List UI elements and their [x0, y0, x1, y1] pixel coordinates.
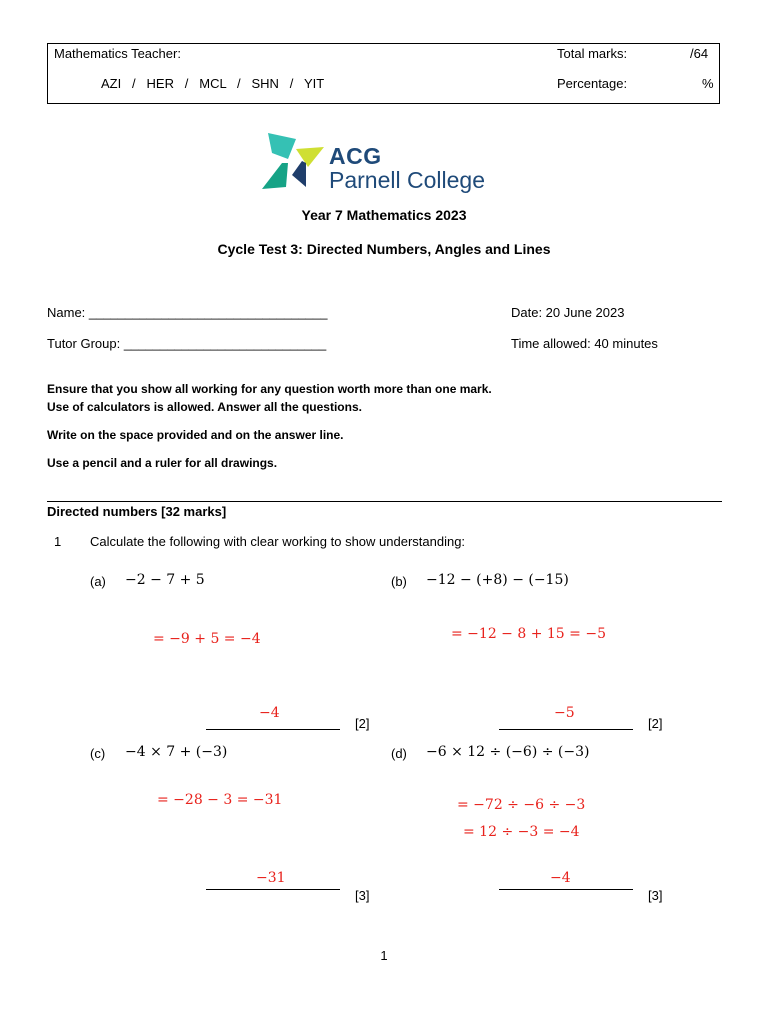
tutor-group-field[interactable]: Tutor Group: ____________________________: [47, 336, 327, 351]
part-c-label: (c): [90, 746, 106, 761]
part-c-answer-line[interactable]: [206, 889, 340, 890]
logo-line1: ACG: [329, 143, 382, 169]
total-marks-label: Total marks:: [557, 46, 628, 61]
part-b-answer: −5: [554, 705, 575, 721]
part-b-answer-line[interactable]: [499, 729, 633, 730]
total-marks-value: /64: [690, 46, 709, 61]
part-b-expression: −12 − (+8) − (−15): [426, 572, 569, 588]
part-d-answer-line[interactable]: [499, 889, 633, 890]
part-c-working: = −28 − 3 = −31: [157, 792, 283, 808]
part-a-answer-line[interactable]: [206, 729, 340, 730]
date-text: Date: 20 June 2023: [511, 305, 625, 320]
part-c-marks: [3]: [355, 888, 370, 903]
instruction-4: Use a pencil and a ruler for all drawings.: [47, 456, 278, 470]
part-d-expression: −6 × 12 ÷ (−6) ÷ (−3): [426, 744, 590, 760]
part-a-marks: [2]: [355, 716, 370, 731]
part-a-working: = −9 + 5 = −4: [153, 631, 261, 647]
part-b-marks: [2]: [648, 716, 663, 731]
name-field[interactable]: Name: _________________________________: [47, 305, 328, 320]
part-b-label: (b): [391, 574, 407, 589]
college-logo: [262, 131, 512, 199]
percentage-value: %: [702, 76, 714, 91]
instruction-1: Ensure that you show all working for any question worth more than one mark.: [47, 382, 492, 396]
logo-mark-icon: [262, 133, 326, 193]
page-number: 1: [380, 948, 388, 963]
part-c-answer: −31: [256, 870, 286, 886]
section-divider: [47, 501, 722, 502]
part-d-marks: [3]: [648, 888, 663, 903]
question-prompt: Calculate the following with clear working to show understanding:: [90, 534, 466, 549]
instruction-2: Use of calculators is allowed. Answer all the questions.: [47, 400, 362, 414]
part-a-answer: −4: [259, 705, 280, 721]
page-title: Year 7 Mathematics 2023: [301, 207, 467, 223]
part-d-answer: −4: [550, 870, 571, 886]
logo-line2: Parnell College: [329, 167, 485, 193]
part-d-working-line2: = 12 ÷ −3 = −4: [463, 824, 580, 840]
percentage-label: Percentage:: [557, 76, 628, 91]
time-allowed-text: Time allowed: 40 minutes: [511, 336, 658, 351]
part-a-label: (a): [90, 574, 106, 589]
teacher-options: AZI / HER / MCL / SHN / YIT: [101, 76, 325, 91]
page-subtitle: Cycle Test 3: Directed Numbers, Angles and Lines: [217, 241, 551, 257]
part-b-working: = −12 − 8 + 15 = −5: [451, 626, 606, 642]
teacher-label: Mathematics Teacher:: [54, 46, 181, 61]
part-c-expression: −4 × 7 + (−3): [125, 744, 228, 760]
instruction-3: Write on the space provided and on the answer line.: [47, 428, 344, 442]
part-d-label: (d): [391, 746, 407, 761]
part-d-working-line1: = −72 ÷ −6 ÷ −3: [457, 797, 586, 813]
question-number: 1: [54, 534, 62, 549]
part-a-expression: −2 − 7 + 5: [125, 572, 205, 588]
section-heading: Directed numbers [32 marks]: [47, 504, 227, 519]
